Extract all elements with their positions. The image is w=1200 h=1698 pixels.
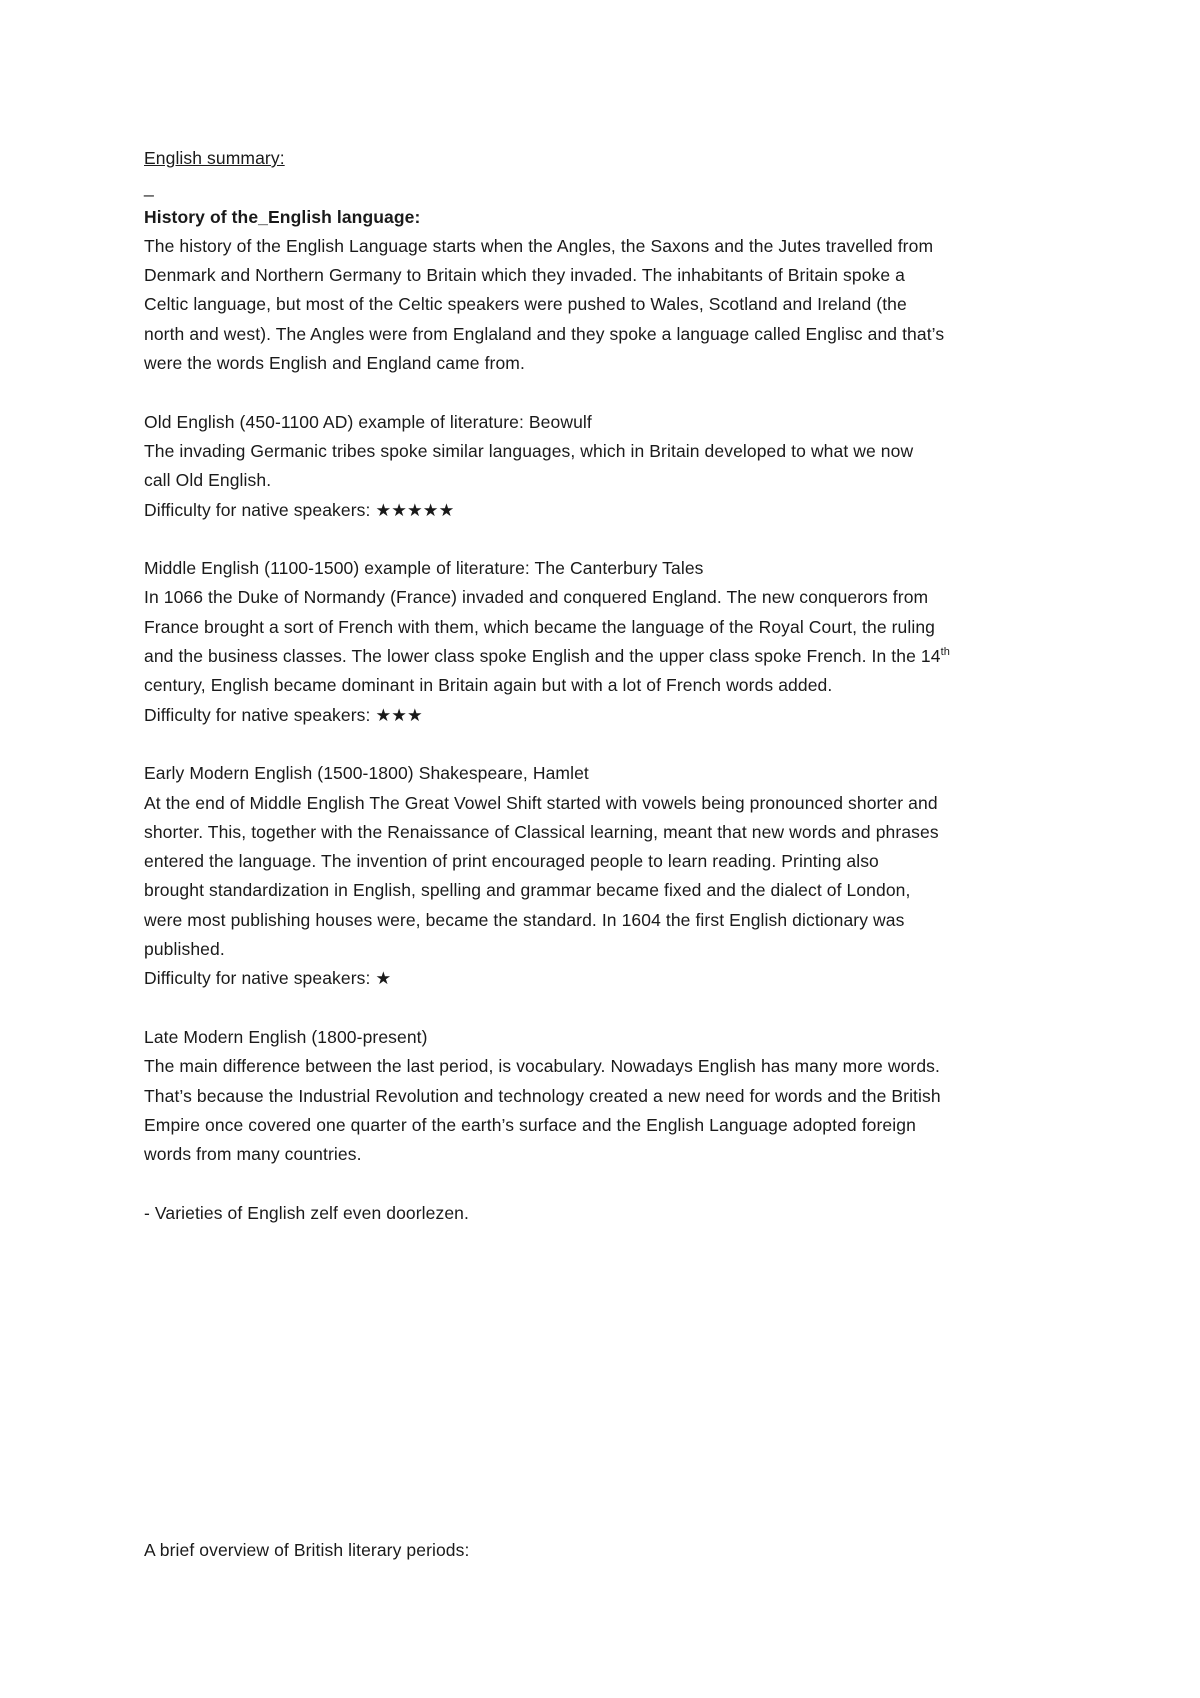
- old-english-line: The invading Germanic tribes spoke similar languages, which in Britain developed to what we now: [144, 440, 914, 461]
- middle-english-line-text: and the business classes. The lower class spoke English and the upper class spoke French. In the 14: [144, 646, 941, 667]
- history-line: were the words English and England came from.: [144, 353, 525, 374]
- middle-english-line: [144, 642, 1084, 671]
- early-modern-line: brought standardization in English, spelling and grammar became fixed and the dialect of London,: [144, 880, 911, 901]
- varieties-note: - Varieties of English zelf even doorlezen.: [144, 1202, 469, 1223]
- history-line: The history of the English Language starts when the Angles, the Saxons and the Jutes travelled from: [144, 235, 934, 256]
- literary-periods-heading: A brief overview of British literary periods:: [144, 1540, 470, 1560]
- old-english-difficulty: Difficulty for native speakers: ★★★★★: [144, 499, 455, 520]
- history-line: Celtic language, but most of the Celtic speakers were pushed to Wales, Scotland and Ireland (the: [144, 294, 907, 315]
- middle-english-line: In 1066 the Duke of Normandy (France) invaded and conquered England. The new conquerors from: [144, 587, 929, 608]
- early-modern-heading: Early Modern English (1500-1800) Shakespeare, Hamlet: [144, 763, 589, 784]
- history-line: Denmark and Northern Germany to Britain which they invaded. The inhabitants of Britain spoke a: [144, 265, 906, 286]
- title-mark: _: [144, 177, 154, 198]
- early-modern-line: entered the language. The invention of print encouraged people to learn reading. Printing also: [144, 851, 879, 872]
- late-modern-heading: Late Modern English (1800-present): [144, 1026, 428, 1047]
- late-modern-line: words from many countries.: [144, 1144, 362, 1165]
- early-modern-line: published.: [144, 939, 225, 960]
- document-title: English summary:: [144, 148, 285, 168]
- spacer: [144, 378, 1084, 407]
- late-modern-line: That’s because the Industrial Revolution and technology created a new need for words and the British: [144, 1085, 941, 1106]
- middle-english-line: France brought a sort of French with them, which became the language of the Royal Court, the ruling: [144, 616, 936, 637]
- late-modern-line: The main difference between the last period, is vocabulary. Nowadays English has many more words.: [144, 1056, 940, 1077]
- spacer: [144, 1169, 1084, 1198]
- early-modern-line: were most publishing houses were, became the standard. In 1604 the first English dictionary was: [144, 909, 905, 930]
- history-line: north and west). The Angles were from Englaland and they spoke a language called Englisc and that’s: [144, 323, 945, 344]
- early-modern-line: At the end of Middle English The Great Vowel Shift started with vowels being pronounced shorter and: [144, 792, 938, 813]
- early-modern-line: shorter. This, together with the Renaissance of Classical learning, meant that new words and phrases: [144, 821, 939, 842]
- spacer: [144, 994, 1084, 1023]
- middle-english-difficulty: Difficulty for native speakers: ★★★: [144, 704, 423, 725]
- middle-english-line: century, English became dominant in Britain again but with a lot of French words added.: [144, 675, 833, 696]
- middle-english-heading: Middle English (1100-1500) example of literature: The Canterbury Tales: [144, 558, 704, 579]
- late-modern-line: Empire once covered one quarter of the earth’s surface and the English Language adopted foreign: [144, 1114, 916, 1135]
- history-heading: History of the_English language:: [144, 206, 421, 227]
- spacer: [144, 730, 1084, 759]
- early-modern-difficulty: Difficulty for native speakers: ★: [144, 968, 392, 989]
- spacer: [144, 525, 1084, 554]
- old-english-heading: Old English (450-1100 AD) example of literature: Beowulf: [144, 411, 592, 432]
- document-body: [144, 144, 1084, 1228]
- old-english-line: call Old English.: [144, 470, 272, 491]
- ordinal-suffix: th: [940, 646, 950, 659]
